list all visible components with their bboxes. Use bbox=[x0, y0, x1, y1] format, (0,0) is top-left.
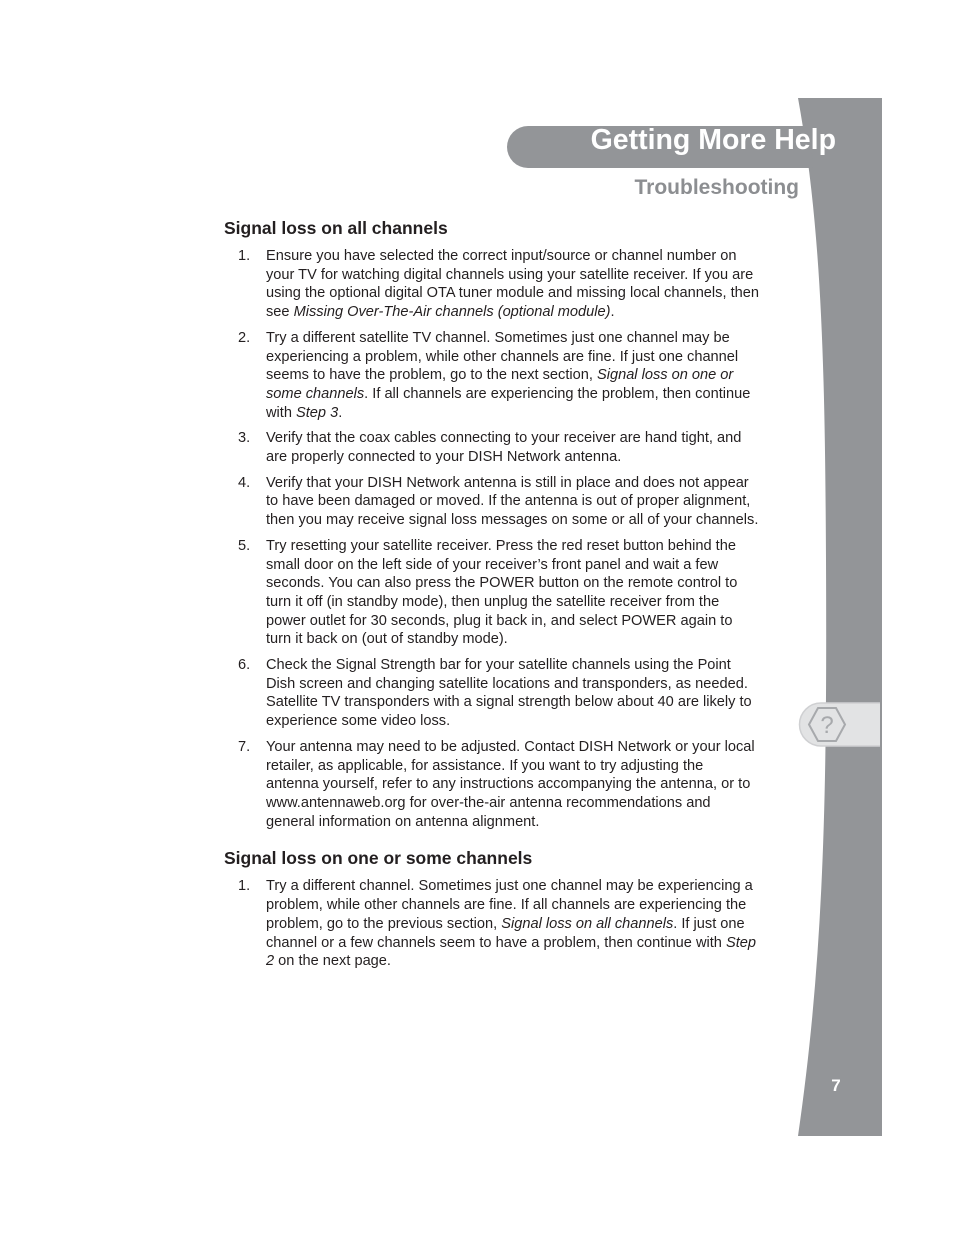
step-number: 3. bbox=[238, 430, 251, 447]
step-text: Try resetting your satellite receiver. Press the red reset button behind the small door on the left side of your receiver’s front panel and wait a few seconds. You can also press the POWER button on the remote control to turn it off (in standby mode), then unplug the satellite receiver from the power outlet for 30 seconds, plug it back in, and select POWER again to turn it back on (out of standby mode). bbox=[266, 537, 738, 648]
step-number: 2. bbox=[238, 329, 251, 346]
step-text: . If just one channel or a few channels seem to have a problem, then continue with bbox=[266, 915, 745, 951]
step-number: 4. bbox=[238, 474, 251, 491]
section-heading: Signal loss on all channels bbox=[224, 218, 448, 238]
list-item bbox=[224, 474, 760, 530]
list-item bbox=[224, 537, 760, 649]
chapter-title: Getting More Help bbox=[590, 124, 836, 156]
steps-list bbox=[224, 877, 760, 971]
cross-reference: Signal loss on one or some channels bbox=[266, 367, 734, 402]
step-number: 1. bbox=[238, 248, 251, 264]
subsection bbox=[224, 218, 760, 831]
list-item bbox=[224, 656, 760, 731]
step-text: Try a different satellite TV channel. Sometimes just one channel may be experiencing a problem, while other channels are fine. If just one channel seems to have the problem, go to the next section, bbox=[266, 329, 739, 384]
svg-text:?: ? bbox=[820, 712, 834, 739]
content bbox=[224, 218, 760, 978]
question-mark-icon bbox=[797, 702, 880, 747]
list-item bbox=[224, 329, 760, 423]
step-text: on the next page. bbox=[274, 953, 391, 970]
step-number: 6. bbox=[238, 657, 251, 674]
step-number: 5. bbox=[238, 537, 251, 554]
step-text: Verify that the coax cables connecting to your receiver are hand tight, and are properly connected to your DISH Network antenna. bbox=[266, 430, 742, 466]
list-item bbox=[224, 247, 760, 322]
steps-list bbox=[224, 247, 760, 831]
step-text: Ensure you have selected the correct input/source or channel number on your TV for watching digital channels using your satellite receiver. If you are using the optional digital OTA tuner module and missing local channels, then see bbox=[266, 248, 759, 321]
step-text: Verify that your DISH Network antenna is still in place and does not appear to have been damaged or moved. If the antenna is out of proper alignment, then you may receive signal loss messages on some or all of your channels. bbox=[266, 474, 759, 529]
cross-reference: Signal loss on all channels bbox=[501, 915, 674, 932]
step-text: . If all channels are experiencing the problem, then continue with bbox=[266, 385, 751, 421]
step-text: . bbox=[338, 404, 343, 421]
list-item bbox=[224, 429, 760, 466]
section-label: Troubleshooting bbox=[634, 176, 799, 199]
step-text: Try a different channel. Sometimes just one channel may be experiencing a problem, while other channels are fine. If all channels are experiencing the problem, go to the previous section, bbox=[266, 878, 753, 932]
section-heading: Signal loss on one or some channels bbox=[224, 848, 533, 869]
step-text: Your antenna may need to be adjusted. Contact DISH Network or your local retailer, as applicable, for assistance. If you want to try adjusting the antenna yourself, refer to any instructions accompanying the antenna, or to www.antennaweb.org for over-the-air antenna recommendations and general information on antenna alignment. bbox=[266, 738, 755, 830]
list-item bbox=[224, 877, 760, 971]
help-tab bbox=[797, 702, 880, 747]
cross-reference: Missing Over-The-Air channels (optional module) bbox=[293, 304, 611, 321]
step-number: 1. bbox=[238, 878, 251, 895]
step-text: . bbox=[610, 304, 615, 321]
step-text: Check the Signal Strength bar for your satellite channels using the Point Dish screen and changing satellite locations and transponders, as needed. Satellite TV transponders with a signal strength below about 40 are likely to experience some video loss. bbox=[266, 657, 752, 730]
page-number: 7 bbox=[831, 1076, 841, 1095]
list-item bbox=[224, 738, 760, 832]
subsection bbox=[224, 848, 760, 971]
cross-reference: Step 3 bbox=[296, 404, 339, 421]
step-number: 7. bbox=[238, 738, 251, 755]
cross-reference: Step 2 bbox=[266, 934, 757, 970]
